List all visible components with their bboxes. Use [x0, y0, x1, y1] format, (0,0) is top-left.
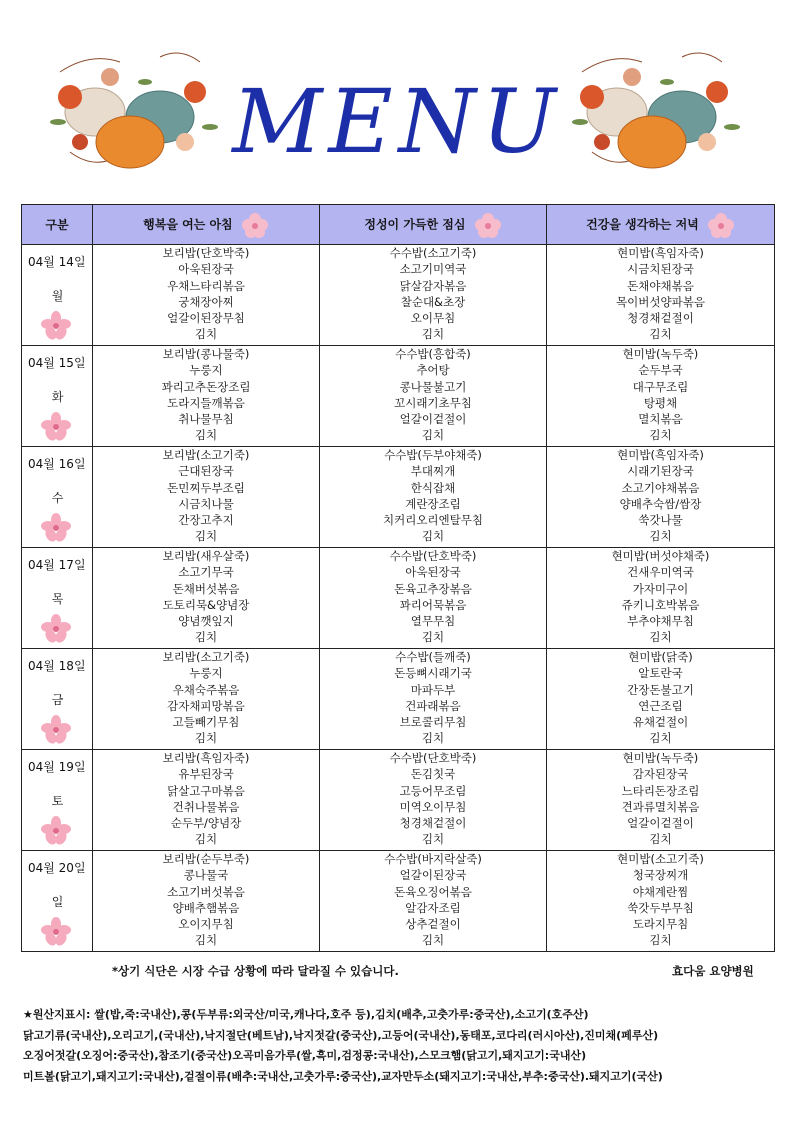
- menu-item: 소고기미역국: [399, 262, 467, 277]
- menu-item: 돈육오징어볶음: [394, 884, 472, 899]
- menu-item: 청경채겉절이: [399, 816, 467, 831]
- menu-item: 순두부/양념장: [170, 816, 242, 831]
- flower-icon: [41, 816, 71, 846]
- menu-item: 누룽지: [189, 666, 223, 681]
- menu-item: 현미밥(버섯야채죽): [611, 549, 710, 563]
- menu-item: 오이지무침: [178, 917, 234, 932]
- menu-item: 김치: [649, 731, 672, 746]
- menu-item: 청국장찌개: [632, 868, 689, 883]
- menu-item: 돈채야채볶음: [627, 278, 694, 293]
- day-row: [22, 346, 775, 447]
- menu-item: 시래기된장국: [627, 464, 694, 479]
- flower-icon: [41, 614, 71, 644]
- breakfast-cell: [93, 750, 320, 851]
- menu-item: 추어탕: [416, 363, 450, 378]
- menu-item: 부대찌개: [410, 464, 456, 479]
- day-date: 04월 16일: [28, 457, 86, 471]
- dinner-cell: [547, 346, 775, 447]
- menu-item: 쑥갓두부무침: [627, 900, 694, 915]
- menu-item: 찰순대&초장: [400, 294, 466, 309]
- day-date: 04월 19일: [28, 760, 86, 774]
- menu-item: 열무무침: [410, 614, 456, 629]
- menu-item: 누룽지: [189, 363, 223, 378]
- lunch-cell: [320, 750, 547, 851]
- menu-item: 수수밥(단호박죽): [389, 751, 477, 765]
- menu-item: 취나물무침: [178, 412, 234, 427]
- lunch-cell: [320, 851, 547, 952]
- menu-item: 김치: [194, 428, 218, 443]
- menu-item: 현미밥(소고기죽): [617, 852, 704, 866]
- day-row: [22, 851, 775, 952]
- menu-item: 아욱된장국: [178, 262, 234, 277]
- day-date: 04월 17일: [28, 558, 86, 572]
- menu-item: 건취나물볶음: [172, 799, 240, 814]
- menu-item: 김치: [421, 731, 445, 746]
- origin-notice: [23, 1005, 783, 1087]
- day-cell: [22, 649, 93, 750]
- menu-item: 아욱된장국: [405, 565, 461, 580]
- menu-item: 감자된장국: [632, 767, 689, 782]
- menu-item: 보리밥(순두부죽): [162, 852, 250, 866]
- menu-item: 보리밥(소고기죽): [162, 448, 250, 462]
- menu-item: 보리밥(콩나물죽): [162, 347, 250, 361]
- menu-item: 시금치나물: [178, 496, 234, 511]
- menu-item: 시금치된장국: [627, 262, 694, 277]
- menu-item: 한식잡채: [410, 480, 456, 495]
- header-label: 구분: [45, 218, 69, 232]
- day-row: [22, 649, 775, 750]
- menu-item: 탕평채: [643, 395, 678, 410]
- menu-item: 부추야채무침: [627, 614, 694, 629]
- menu-item: 미역오이무침: [399, 799, 467, 814]
- weekly-menu-table: [21, 204, 775, 952]
- menu-item: 김치: [649, 933, 672, 948]
- menu-item: 도토리묵&양념장: [162, 597, 250, 612]
- menu-item: 현미밥(녹두죽): [622, 751, 699, 765]
- flower-icon: [241, 212, 269, 238]
- header-dinner: [547, 205, 775, 245]
- menu-item: 고등어무조림: [399, 783, 467, 798]
- menu-item: 견과류멸치볶음: [621, 799, 700, 814]
- day-cell: [22, 750, 93, 851]
- day-of-week: 금: [51, 693, 64, 707]
- menu-item: 얼갈이된장국: [399, 868, 467, 883]
- menu-item: 브로콜리무침: [399, 715, 467, 730]
- menu-item: 야채계란찜: [632, 884, 689, 899]
- hospital-name: 효다움 요양병원: [672, 964, 754, 978]
- day-cell: [22, 851, 93, 952]
- menu-item: 김치: [421, 630, 445, 645]
- dinner-cell: [547, 245, 775, 346]
- lunch-cell: [320, 447, 547, 548]
- day-row: [22, 447, 775, 548]
- menu-item: 돈민찌두부조림: [167, 480, 245, 495]
- menu-item: 궁채장아찌: [178, 294, 234, 309]
- menu-item: 고들빼기무침: [172, 715, 240, 730]
- lunch-cell: [320, 649, 547, 750]
- menu-item: 소고기버섯볶음: [167, 884, 245, 899]
- availability-note: *상기 식단은 시장 수급 상황에 따라 달라질 수 있습니다.: [112, 964, 399, 978]
- day-cell: [22, 447, 93, 548]
- menu-item: 김치: [194, 731, 218, 746]
- menu-item: 현미밥(녹두죽): [622, 347, 699, 361]
- day-of-week: 수: [51, 491, 64, 505]
- menu-item: 돈채버섯볶음: [172, 581, 240, 596]
- menu-item: 돈김칫국: [410, 767, 456, 782]
- menu-item: 보리밥(단호박죽): [162, 246, 250, 260]
- menu-item: 가자미구이: [632, 581, 689, 596]
- menu-item: 청경채겉절이: [627, 311, 694, 326]
- menu-item: 알토란국: [638, 666, 683, 681]
- lunch-cell: [320, 245, 547, 346]
- menu-item: 꽈리어묵볶음: [399, 597, 467, 612]
- menu-item: 김치: [421, 428, 445, 443]
- dinner-cell: [547, 649, 775, 750]
- menu-item: 김치: [194, 630, 218, 645]
- menu-item: 돈등뼈시래기국: [394, 666, 472, 681]
- lunch-cell: [320, 548, 547, 649]
- menu-item: 보리밥(흑임자죽): [162, 751, 250, 765]
- header-category: [22, 205, 93, 245]
- menu-item: 유부된장국: [178, 767, 234, 782]
- breakfast-cell: [93, 649, 320, 750]
- menu-item: 얼갈이겉절이: [399, 412, 467, 427]
- menu-item: 김치: [649, 529, 672, 544]
- flower-icon: [474, 212, 502, 238]
- day-date: 04월 18일: [28, 659, 86, 673]
- menu-item: 닭살감자볶음: [399, 278, 467, 293]
- dinner-cell: [547, 851, 775, 952]
- menu-item: 목이버섯양파볶음: [616, 294, 705, 309]
- menu-item: 건새우미역국: [627, 565, 694, 580]
- breakfast-cell: [93, 447, 320, 548]
- day-cell: [22, 548, 93, 649]
- menu-item: 양배추숙쌈/쌈장: [619, 496, 702, 511]
- origin-line: 닭고기류(국내산),오리고기,(국내산),낙지절단(베트남),낙지젓갈(중국산),고등어(국내산),동태포,코다리(러시아산),진미채(페루산): [23, 1028, 659, 1042]
- menu-item: 김치: [194, 832, 218, 847]
- menu-item: 수수밥(두부야채죽): [384, 448, 482, 462]
- day-of-week: 토: [51, 794, 64, 808]
- menu-item: 양배추햄볶음: [172, 900, 240, 915]
- menu-item: 감자채피망볶음: [167, 698, 245, 713]
- menu-item: 오이무침: [410, 311, 456, 326]
- menu-item: 간장돈불고기: [627, 682, 694, 697]
- pumpkin-bouquet-right: [572, 42, 742, 172]
- menu-item: 김치: [421, 327, 445, 342]
- menu-item: 멸치볶음: [638, 412, 683, 427]
- menu-item: 김치: [649, 832, 672, 847]
- day-of-week: 월: [51, 289, 64, 303]
- breakfast-cell: [93, 548, 320, 649]
- menu-item: 알감자조림: [405, 900, 461, 915]
- menu-item: 느타리돈장조림: [621, 783, 700, 798]
- menu-item: 보리밥(새우살죽): [162, 549, 250, 563]
- header-label: 정성이 가득한 점심: [364, 217, 466, 231]
- menu-item: 현미밥(흑임자죽): [617, 246, 704, 260]
- menu-item: 김치: [649, 630, 672, 645]
- menu-item: 김치: [421, 529, 445, 544]
- header-breakfast: [93, 205, 320, 245]
- menu-item: 양념깻잎지: [178, 614, 234, 629]
- day-row: [22, 750, 775, 851]
- flower-icon: [707, 212, 735, 238]
- menu-item: 닭살고구마볶음: [167, 783, 245, 798]
- menu-item: 순두부국: [638, 363, 683, 378]
- dinner-cell: [547, 447, 775, 548]
- menu-item: 김치: [194, 327, 218, 342]
- header-label: 행복을 여는 아침: [143, 217, 233, 231]
- dinner-cell: [547, 548, 775, 649]
- menu-item: 치커리오리엔탈무침: [383, 513, 483, 528]
- flower-icon: [41, 715, 71, 745]
- menu-item: 소고기야채볶음: [621, 480, 700, 495]
- day-row: [22, 548, 775, 649]
- day-row: [22, 245, 775, 346]
- header-row: [22, 205, 775, 245]
- day-date: 04월 14일: [28, 255, 86, 269]
- day-date: 04월 15일: [28, 356, 86, 370]
- flower-icon: [41, 412, 71, 442]
- menu-item: 현미밥(흑임자죽): [617, 448, 704, 462]
- menu-item: 얼갈이된장무침: [167, 311, 245, 326]
- origin-line: 미트볼(닭고기,돼지고기:국내산),겉절이류(배추:국내산,고춧가루:중국산),교자만두소(돼지고기:국내산,부추:중국산).돼지고기(국산): [23, 1069, 663, 1083]
- menu-item: 김치: [649, 428, 672, 443]
- menu-item: 대구무조림: [632, 379, 689, 394]
- header-lunch: [320, 205, 547, 245]
- menu-item: 김치: [421, 933, 445, 948]
- menu-item: 김치: [194, 529, 218, 544]
- menu-item: 수수밥(들깨죽): [395, 650, 471, 664]
- flower-icon: [41, 513, 71, 543]
- page-title: MENU: [232, 70, 562, 173]
- menu-item: 얼갈이겉절이: [627, 816, 694, 831]
- menu-item: 현미밥(닭죽): [628, 650, 693, 664]
- origin-line: 오징어젓갈(오징어:중국산),참조기(중국산)오곡미음가루(쌀,흑미,검정콩:국내산),스모크햄(닭고기,돼지고기:국내산): [23, 1049, 587, 1062]
- menu-item: 꽈리고추돈장조림: [161, 379, 251, 394]
- menu-item: 꼬시래기초무침: [394, 395, 472, 410]
- menu-item: 보리밥(소고기죽): [162, 650, 250, 664]
- header-label: 건강을 생각하는 저녁: [586, 217, 699, 231]
- menu-item: 마파두부: [410, 682, 456, 697]
- day-of-week: 목: [51, 592, 64, 606]
- menu-item: 도라지무침: [632, 917, 689, 932]
- flower-icon: [41, 311, 71, 341]
- origin-line: ★원산지표시: 쌀(밥,죽:국내산),콩(두부류:외국산/미국,캐나다,호주 등),김치(배추,고춧가루:중국산),소고기(호주산): [23, 1008, 589, 1021]
- menu-item: 수수밥(흥합죽): [395, 347, 471, 361]
- menu-item: 쑥갓나물: [638, 513, 683, 528]
- menu-item: 수수밥(단호박죽): [389, 549, 477, 563]
- menu-item: 간장고추지: [178, 513, 234, 528]
- menu-item: 돈육고추장볶음: [394, 581, 472, 596]
- menu-item: 수수밥(소고기죽): [389, 246, 477, 260]
- breakfast-cell: [93, 346, 320, 447]
- lunch-cell: [320, 346, 547, 447]
- menu-item: 근대된장국: [178, 464, 234, 479]
- pumpkin-bouquet-left: [50, 42, 220, 172]
- menu-item: 김치: [194, 933, 218, 948]
- day-cell: [22, 245, 93, 346]
- menu-item: 콩나물국: [183, 868, 229, 883]
- menu-item: 유채겉절이: [632, 715, 689, 730]
- menu-item: 상추겉절이: [405, 917, 461, 932]
- day-of-week: 일: [51, 895, 64, 909]
- day-cell: [22, 346, 93, 447]
- menu-item: 김치: [421, 832, 445, 847]
- breakfast-cell: [93, 245, 320, 346]
- menu-item: 우채숙주볶음: [172, 682, 240, 697]
- menu-item: 김치: [649, 327, 672, 342]
- menu-item: 쥬키니호박볶음: [621, 597, 700, 612]
- dinner-cell: [547, 750, 775, 851]
- day-of-week: 화: [51, 390, 64, 404]
- menu-item: 소고기무국: [178, 565, 234, 580]
- menu-item: 계란장조림: [405, 496, 461, 511]
- menu-item: 연근조림: [638, 698, 683, 713]
- menu-item: 우채느타리볶음: [167, 278, 245, 293]
- menu-item: 콩나물불고기: [399, 379, 467, 394]
- day-date: 04월 20일: [28, 861, 86, 875]
- breakfast-cell: [93, 851, 320, 952]
- flower-icon: [41, 917, 71, 947]
- menu-item: 건파래볶음: [405, 698, 461, 713]
- menu-item: 도라지들깨볶음: [167, 395, 245, 410]
- menu-item: 수수밥(바지락살죽): [384, 852, 482, 866]
